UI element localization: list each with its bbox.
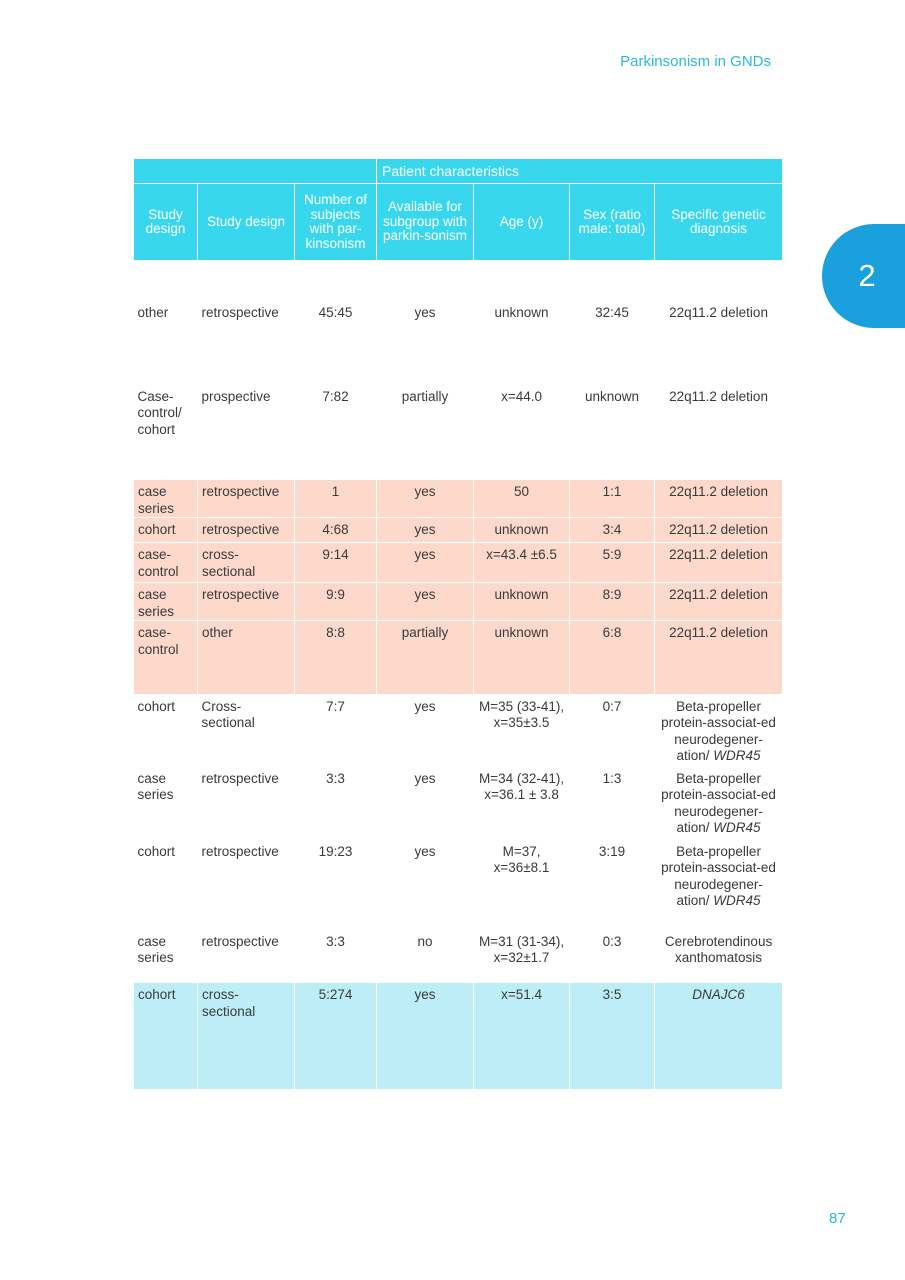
- cell-subjects: 9:9: [295, 583, 377, 621]
- cell-age: M=31 (31-34), x=32±1.7: [478, 933, 565, 965]
- table-row: [134, 385, 783, 480]
- gene-name: WDR45: [713, 748, 761, 763]
- cell-design1: case series: [134, 480, 198, 518]
- cell-design1: case-control: [134, 621, 198, 694]
- cell-design2: cross-sectional: [198, 983, 295, 1089]
- cell-design1: case series: [134, 583, 198, 621]
- cell-age: M=37, x=36±8.1: [493, 843, 550, 875]
- cell-design2: Cross-sectional: [201, 698, 255, 730]
- cell-sex: 6:8: [570, 621, 655, 694]
- cell-design2: cross-sectional: [198, 543, 295, 583]
- cell-available: yes: [377, 543, 474, 583]
- cell-sex: 0:7: [602, 698, 622, 714]
- gene-name: WDR45: [713, 893, 761, 908]
- cell-design2: retrospective: [198, 583, 295, 621]
- cell-design1: cohort: [137, 843, 176, 859]
- table-row: [134, 766, 783, 839]
- cell-subjects: 7:7: [326, 698, 345, 714]
- table-row: [134, 694, 783, 766]
- cell-design1: cohort: [134, 518, 198, 543]
- cell-diagnosis: Beta-propeller protein-associat-ed neurodegener-ation/ WDR45: [661, 698, 776, 763]
- cell-design1: cohort: [137, 698, 176, 714]
- cell-sex: 8:9: [570, 583, 655, 621]
- table-row: [134, 261, 783, 385]
- cell-subjects: 8:8: [295, 621, 377, 694]
- cell-available: yes: [377, 583, 474, 621]
- cell-age: unknown: [494, 305, 549, 320]
- cell-design2: retrospective: [201, 933, 279, 949]
- cell-age: x=51.4: [474, 983, 570, 1089]
- cell-sex: 3:19: [598, 843, 626, 859]
- table-row: [134, 518, 783, 543]
- page-number: 87: [829, 1210, 846, 1227]
- table-row: [134, 929, 783, 983]
- cell-sex: 32:45: [595, 305, 629, 320]
- cell-subjects: 3:3: [326, 770, 345, 786]
- chapter-number: 2: [858, 258, 876, 293]
- cell-available: yes: [414, 770, 436, 786]
- header-band-blank: [134, 159, 377, 184]
- cell-design2: retrospective: [198, 480, 295, 518]
- cell-design2: prospective: [201, 388, 271, 404]
- cell-design1: Case-control/ cohort: [137, 388, 182, 437]
- cell-design1: cohort: [134, 983, 198, 1089]
- cell-sex: 1:3: [602, 770, 622, 786]
- col-header: Age (y): [474, 184, 570, 261]
- cell-subjects: 4:68: [295, 518, 377, 543]
- cell-design1: case-control: [134, 543, 198, 583]
- studies-table: [133, 158, 783, 1089]
- cell-sex: 1:1: [570, 480, 655, 518]
- cell-age: unknown: [474, 518, 570, 543]
- cell-subjects: 19:23: [318, 843, 353, 859]
- gene-name: DNAJC6: [692, 987, 745, 1002]
- gene-name: WDR45: [713, 820, 761, 835]
- cell-available: yes: [414, 843, 436, 859]
- col-header: Study design: [198, 184, 295, 261]
- cell-diagnosis: 22q11.2 deletion: [655, 543, 783, 583]
- cell-design2: retrospective: [201, 843, 279, 859]
- col-header: Available for subgroup with parkin-sonism: [377, 184, 474, 261]
- cell-diagnosis: Beta-propeller protein-associat-ed neurodegener-ation/ WDR45: [661, 770, 776, 835]
- cell-design1: case series: [137, 933, 174, 965]
- cell-diagnosis: 22q11.2 deletion: [669, 305, 768, 320]
- cell-age: x=44.0: [501, 388, 542, 404]
- cell-sex: 3:4: [570, 518, 655, 543]
- cell-diagnosis: Cerebrotendinous xanthomatosis: [664, 933, 773, 965]
- cell-diagnosis: [655, 983, 783, 1089]
- cell-available: partially: [377, 621, 474, 694]
- cell-age: M=34 (32-41), x=36.1 ± 3.8: [478, 770, 565, 802]
- cell-subjects: 5:274: [295, 983, 377, 1089]
- cell-diagnosis: Beta-propeller protein-associat-ed neurodegener-ation/ WDR45: [661, 843, 776, 908]
- cell-design2: retrospective: [201, 770, 279, 786]
- col-header: Sex (ratio male: total): [570, 184, 655, 261]
- cell-available: yes: [377, 983, 474, 1089]
- col-header: Study design: [134, 184, 198, 261]
- cell-subjects: 45:45: [318, 305, 353, 320]
- cell-subjects: 9:14: [295, 543, 377, 583]
- cell-sex: 3:5: [570, 983, 655, 1089]
- cell-available: yes: [414, 698, 436, 714]
- cell-diagnosis: 22q11.2 deletion: [669, 388, 768, 404]
- cell-design2: retrospective: [198, 518, 295, 543]
- cell-design2: retrospective: [201, 305, 279, 320]
- cell-age: x=43.4 ±6.5: [474, 543, 570, 583]
- col-header: Number of subjects with par-kinsonism: [295, 184, 377, 261]
- cell-sex: 0:3: [602, 933, 622, 949]
- cell-diagnosis: 22q11.2 deletion: [655, 480, 783, 518]
- cell-sex: 5:9: [570, 543, 655, 583]
- cell-available: yes: [414, 305, 436, 320]
- cell-available: yes: [377, 480, 474, 518]
- cell-design1: case series: [137, 770, 174, 802]
- table-row: [134, 983, 783, 1089]
- cell-available: no: [417, 933, 433, 949]
- cell-age: unknown: [474, 583, 570, 621]
- cell-age: M=35 (33-41), x=35±3.5: [478, 698, 565, 730]
- cell-diagnosis: 22q11.2 deletion: [655, 621, 783, 694]
- cell-subjects: 3:3: [326, 933, 345, 949]
- cell-diagnosis: 22q11.2 deletion: [655, 518, 783, 543]
- cell-age: 50: [474, 480, 570, 518]
- cell-subjects: 1: [295, 480, 377, 518]
- cell-subjects: 7:82: [322, 388, 349, 404]
- table-row: [134, 621, 783, 694]
- table-row: [134, 543, 783, 583]
- table-row: [134, 583, 783, 621]
- cell-design2: other: [198, 621, 295, 694]
- group-header: Patient characteristics: [377, 159, 783, 184]
- running-head: Parkinsonism in GNDs: [620, 53, 771, 70]
- col-header: Specific genetic diagnosis: [655, 184, 783, 261]
- cell-available: yes: [377, 518, 474, 543]
- cell-available: partially: [401, 388, 449, 404]
- chapter-tab: [822, 224, 905, 328]
- table-row: [134, 839, 783, 929]
- cell-design1: other: [137, 305, 169, 320]
- table-row: [134, 480, 783, 518]
- cell-age: unknown: [474, 621, 570, 694]
- cell-diagnosis: 22q11.2 deletion: [655, 583, 783, 621]
- cell-sex: unknown: [585, 388, 640, 404]
